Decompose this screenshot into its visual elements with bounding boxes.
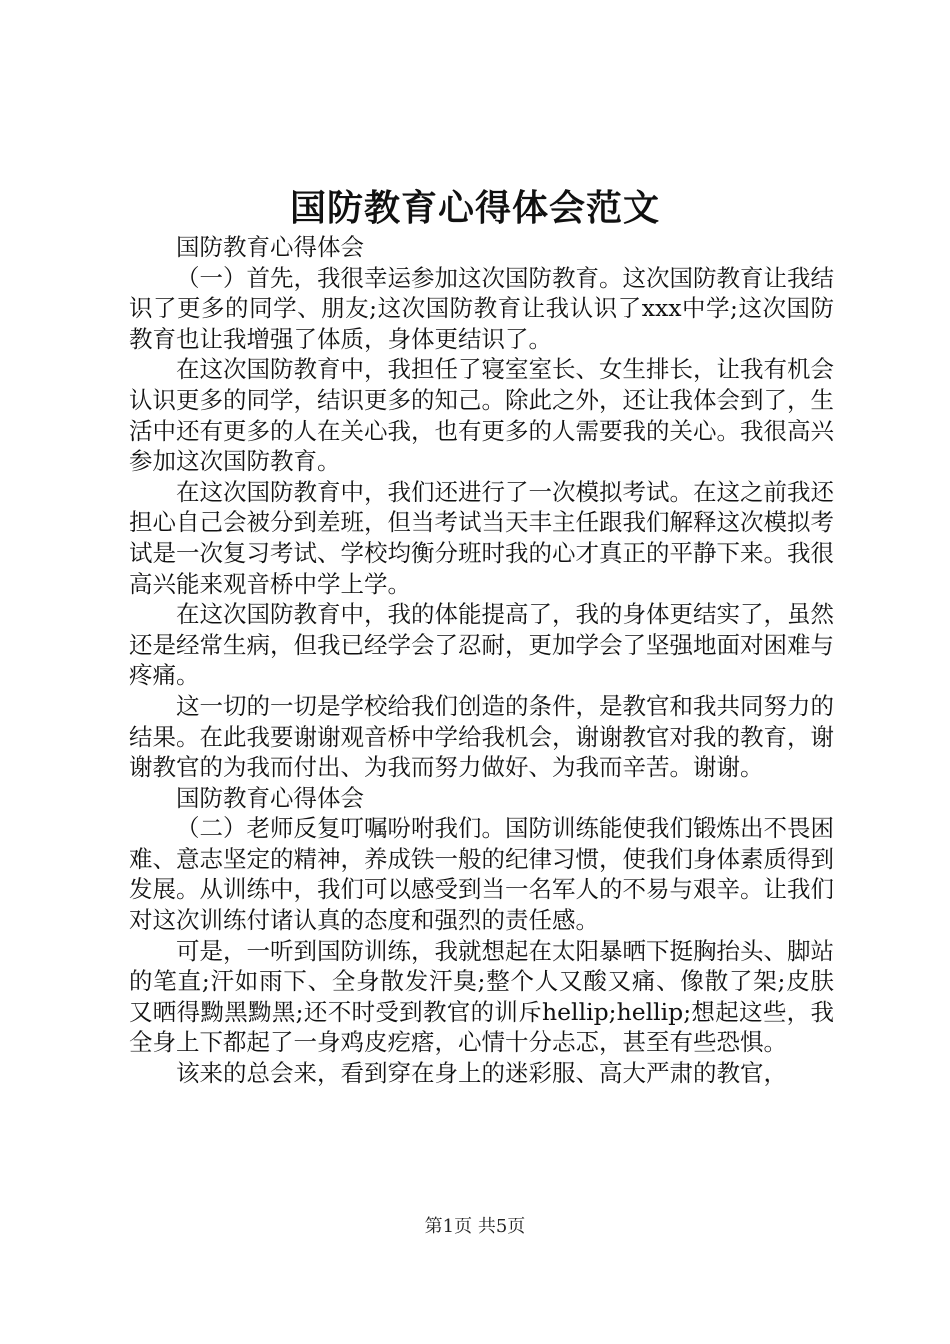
paragraph-6: （二）老师反复叮嘱吩咐我们。国防训练能使我们锻炼出不畏困难、意志坚定的精神，养成铁一般的纪律习惯，使我们身体素质得到发展。从训练中，我们可以感受到当一名军人的不易与艰辛。让我们对这次训练付诸认真的态度和强烈的责任感。 [129, 814, 834, 935]
paragraph-3: 在这次国防教育中，我们还进行了一次模拟考试。在这之前我还担心自己会被分到差班，但当考试当天丰主任跟我们解释这次模拟考试是一次复习考试、学校均衡分班时我的心才真正的平静下来。我很高兴能来观音桥中学上学。 [129, 477, 834, 598]
section-heading-1: 国防教育心得体会 [176, 233, 364, 261]
page-number-footer: 第1页 共5页 [424, 1216, 526, 1237]
paragraph-8: 该来的总会来，看到穿在身上的迷彩服、高大严肃的教官， [176, 1059, 787, 1088]
paragraph-7: 可是，一听到国防训练，我就想起在太阳暴晒下挺胸抬头、脚站的笔直;汗如雨下、全身散发汗臭;整个人又酸又痛、像散了架;皮肤又晒得黝黑黝黑;还不时受到教官的训斥hellip;hellip;想起这些，我全身上下都起了一身鸡皮疙瘩，心情十分忐忑，甚至有些恐惧。 [129, 936, 834, 1057]
paragraph-2: 在这次国防教育中，我担任了寝室室长、女生排长，让我有机会认识更多的同学，结识更多的知己。除此之外，还让我体会到了，生活中还有更多的人在关心我，也有更多的人需要我的关心。我很高兴参加这次国防教育。 [129, 355, 834, 476]
paragraph-4: 在这次国防教育中，我的体能提高了，我的身体更结实了，虽然还是经常生病，但我已经学会了忍耐，更加学会了坚强地面对困难与疼痛。 [129, 600, 834, 690]
document-body [129, 232, 834, 1089]
section-heading-2: 国防教育心得体会 [176, 783, 364, 812]
document-title: 国防教育心得体会范文 [289, 187, 660, 229]
paragraph-5: 这一切的一切是学校给我们创造的条件，是教官和我共同努力的结果。在此我要谢谢观音桥中学给我机会，谢谢教官对我的教育，谢谢教官的为我而付出、为我而努力做好、为我而辛苦。谢谢。 [129, 691, 834, 782]
paragraph-1: （一）首先，我很幸运参加这次国防教育。这次国防教育让我结识了更多的同学、朋友;这次国防教育让我认识了xxx中学;这次国防教育也让我增强了体质，身体更结识了。 [129, 263, 834, 353]
